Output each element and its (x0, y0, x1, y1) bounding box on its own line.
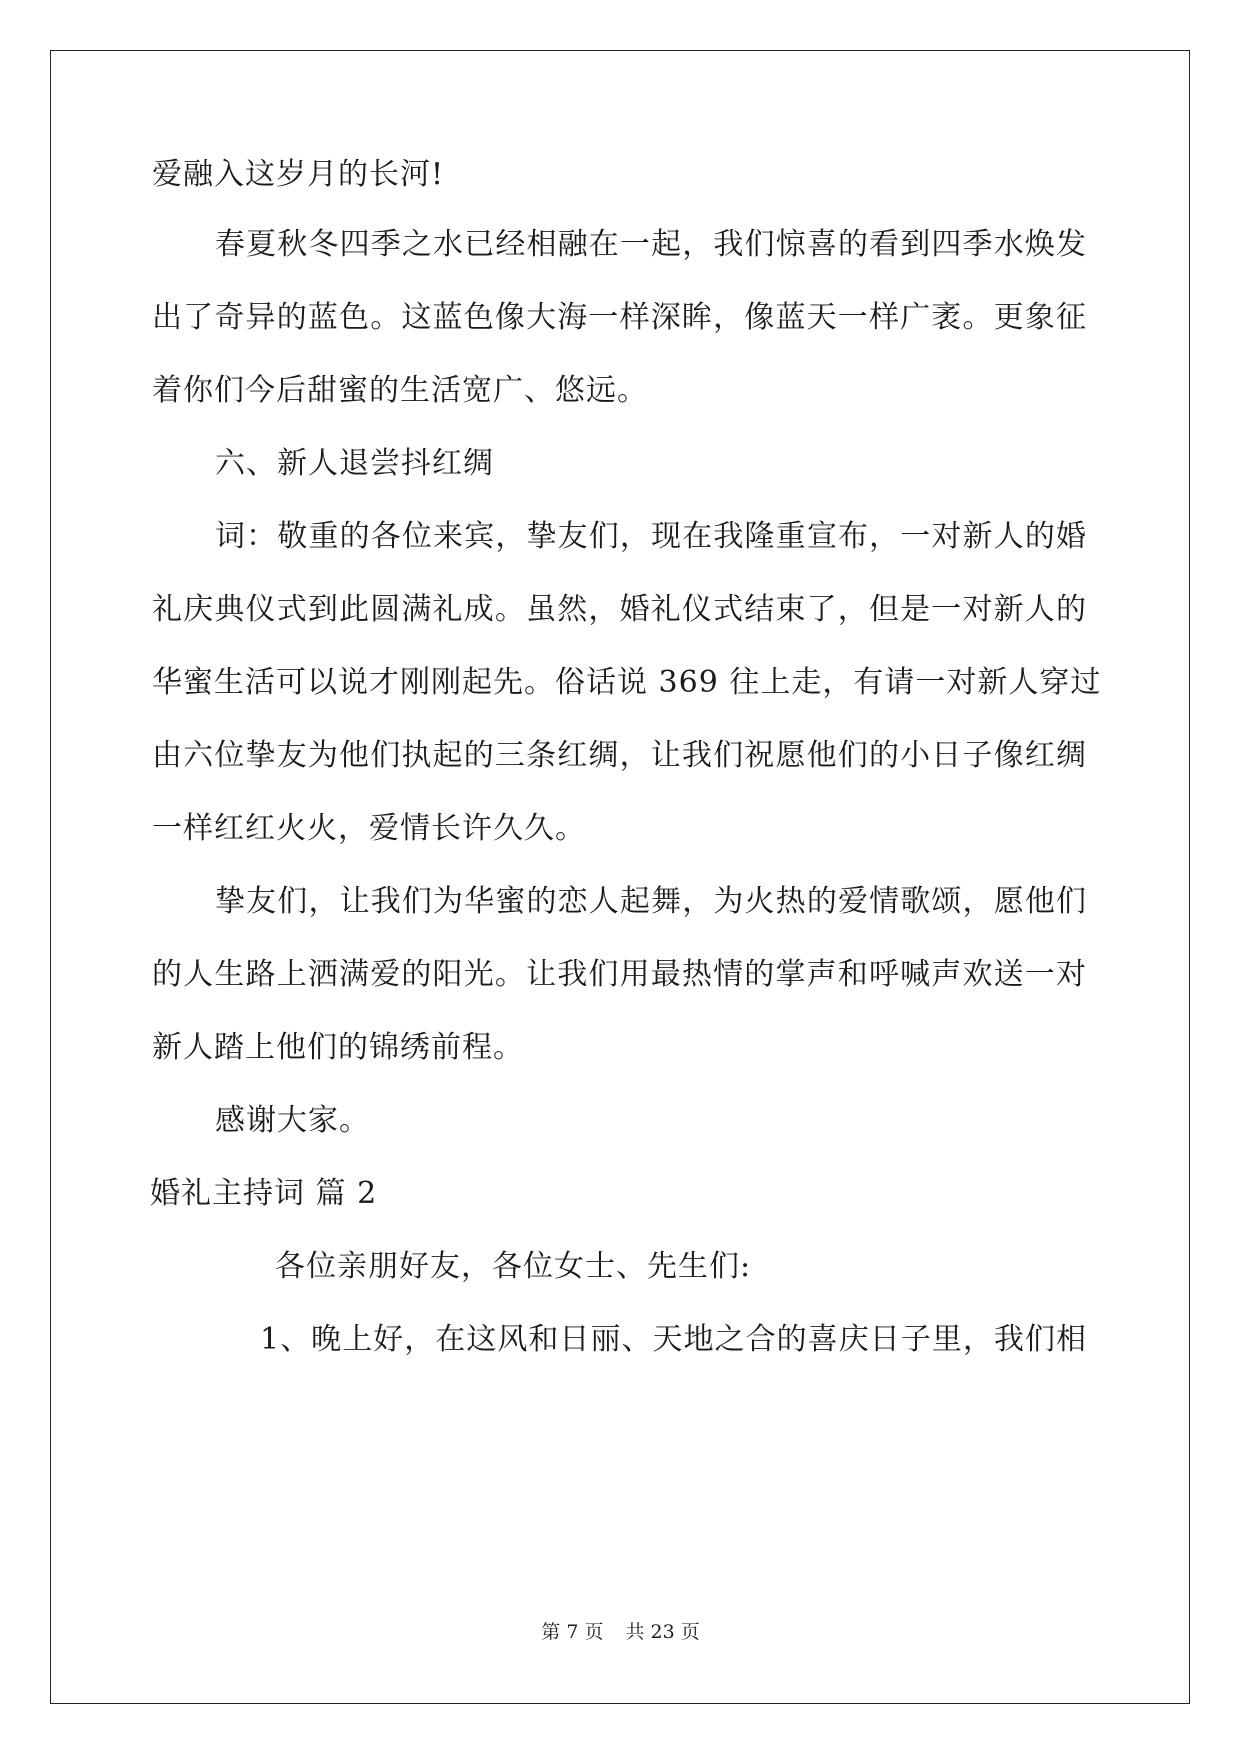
text-line-17: 1、晚上好，在这风和日丽、天地之合的喜庆日子里，我们相 (260, 1322, 1087, 1357)
text-line-13: 新人踏上他们的锦绣前程。 (152, 1030, 524, 1065)
section-heading-6: 六、新人退尝抖红绸 (215, 446, 494, 481)
text-line-16: 各位亲朋好友，各位女士、先生们: (275, 1249, 752, 1284)
text-line-12: 的人生路上洒满爱的阳光。让我们用最热情的掌声和呼喊声欢送一对 (152, 957, 1087, 992)
text-line-11: 挚友们，让我们为华蜜的恋人起舞，为火热的爱情歌颂，愿他们 (215, 884, 1087, 919)
text-line-9: 由六位挚友为他们执起的三条红绸，让我们祝愿他们的小日子像红绸 (152, 738, 1087, 773)
page-footer (0, 1620, 1241, 1644)
text-line-2: 春夏秋冬四季之水已经相融在一起，我们惊喜的看到四季水焕发 (215, 227, 1087, 262)
article-heading: 婚礼主持词 篇 2 (150, 1176, 378, 1211)
page-number: 第 7 页 (541, 1621, 604, 1643)
page-total: 共 23 页 (625, 1621, 700, 1643)
text-line-7: 礼庆典仪式到此圆满礼成。虽然，婚礼仪式结束了，但是一对新人的 (152, 592, 1087, 627)
text-line-1: 爱融入这岁月的长河! (152, 157, 445, 192)
text-line-14: 感谢大家。 (215, 1103, 370, 1138)
text-line-3: 出了奇异的蓝色。这蓝色像大海一样深眸，像蓝天一样广袤。更象征 (152, 300, 1087, 335)
text-line-10: 一样红红火火，爱情长许久久。 (152, 811, 586, 846)
text-line-4: 着你们今后甜蜜的生活宽广、悠远。 (152, 373, 648, 408)
text-line-8: 华蜜生活可以说才刚刚起先。俗话说 369 往上走，有请一对新人穿过 (152, 665, 1102, 700)
text-line-6: 词：敬重的各位来宾，挚友们，现在我隆重宣布，一对新人的婚 (215, 519, 1087, 554)
